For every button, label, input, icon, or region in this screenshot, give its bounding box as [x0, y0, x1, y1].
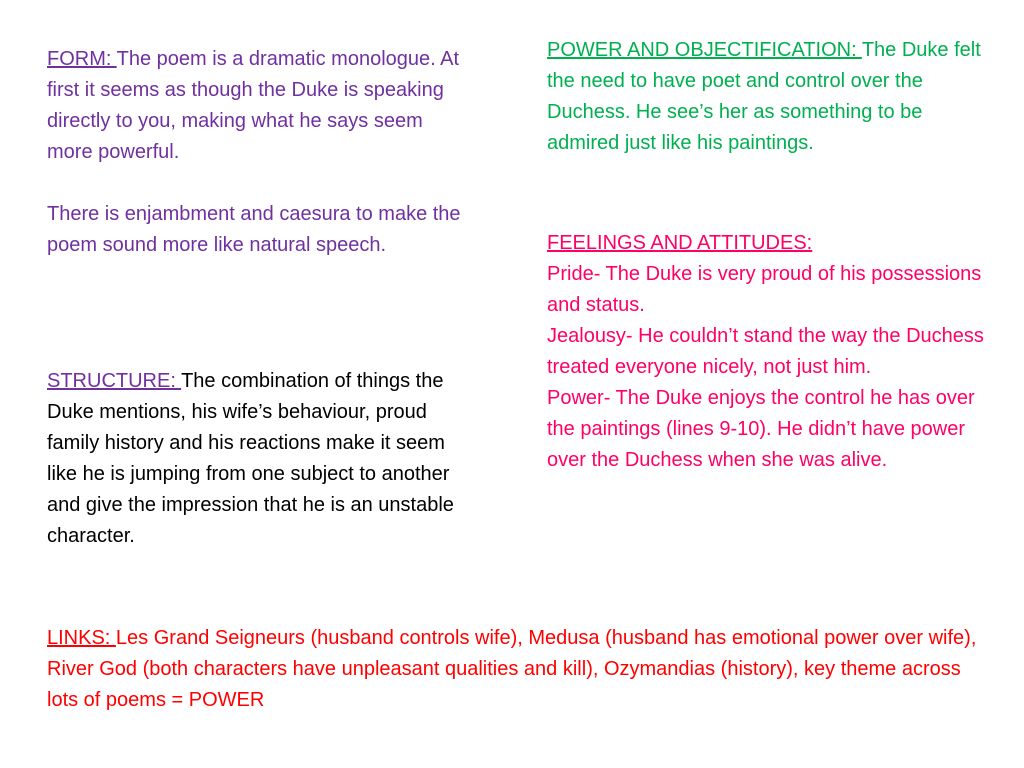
form-label: FORM: — [47, 48, 117, 70]
links-label: LINKS: — [47, 627, 116, 649]
feelings-item: Power- The Duke enjoys the control he has over the paintings (lines 9-10). He didn’t have power over the Duchess when she was alive. — [547, 387, 975, 471]
power-label: POWER AND OBJECTIFICATION: — [547, 39, 862, 61]
form-text: The poem is a dramatic monologue. At first it seems as though the Duke is speaking directly to you, making what he says seem more powerful. — [47, 48, 460, 163]
links-text: Les Grand Seigneurs (husband controls wife), Medusa (husband has emotional power over wife), River God (both characters have unpleasant qualities and kill), Ozymandias (history), key theme across lots of poems = POWER — [47, 627, 977, 711]
form-section — [47, 44, 467, 261]
feelings-item: Jealousy- He couldn’t stand the way the Duchess treated everyone nicely, not just him. — [547, 325, 984, 378]
power-text: The Duke felt the need to have poet and control over the Duchess. He see’s her as something to be admired just like his paintings. — [547, 39, 981, 154]
structure-label: STRUCTURE: — [47, 370, 182, 392]
feelings-heading — [547, 228, 992, 259]
feelings-label: FEELINGS AND ATTITUDES: — [547, 232, 813, 254]
links-section — [47, 623, 987, 716]
power-paragraph — [547, 35, 987, 159]
form-paragraph-2 — [47, 199, 467, 261]
feelings-section — [547, 228, 992, 476]
form-paragraph — [47, 44, 467, 168]
form-text-2: There is enjambment and caesura to make the poem sound more like natural speech. — [47, 203, 461, 256]
structure-text: The combination of things the Duke mentions, his wife’s behaviour, proud family history and his reactions make it seem like he is jumping from one subject to another and give the impression that he is an unstable character. — [47, 370, 454, 547]
links-paragraph — [47, 623, 987, 716]
power-section — [547, 35, 987, 159]
structure-section — [47, 366, 472, 552]
structure-paragraph — [47, 366, 472, 552]
feelings-item: Pride- The Duke is very proud of his possessions and status. — [547, 263, 982, 316]
